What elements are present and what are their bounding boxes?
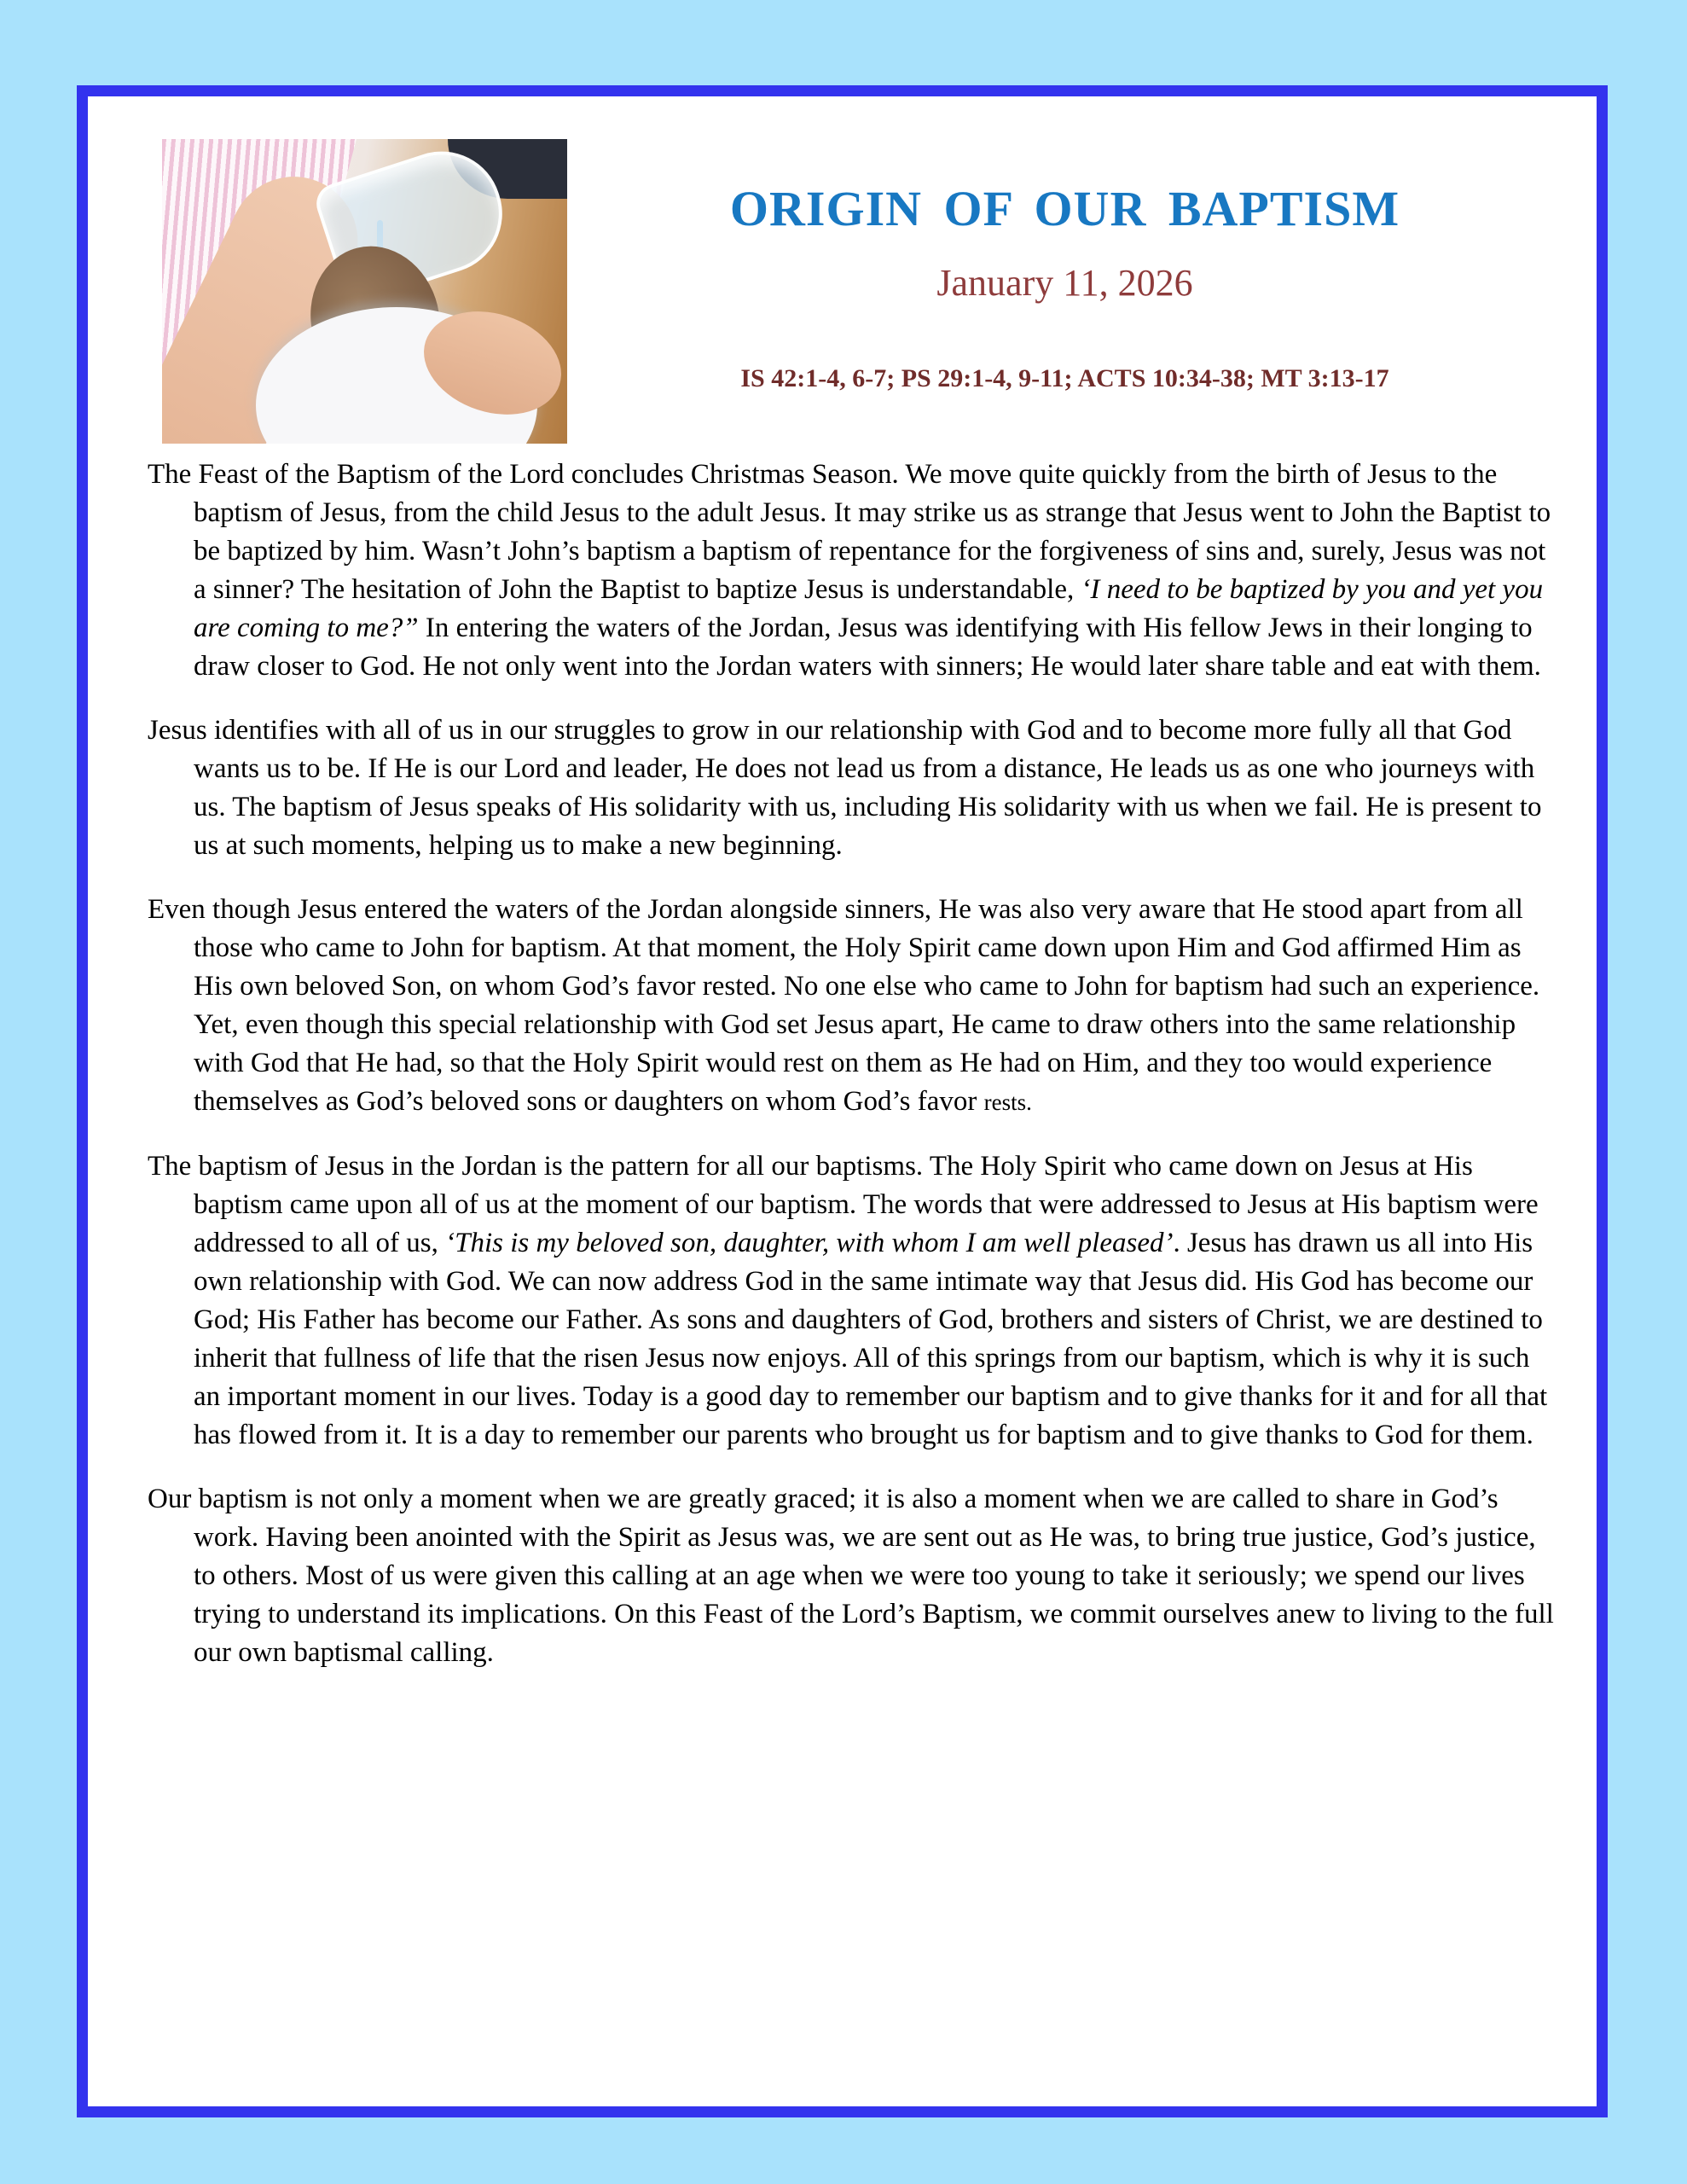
article-body [88, 444, 1597, 1672]
page-title: ORIGIN OF OUR BAPTISM [729, 181, 1400, 236]
paragraph-segment: . Jesus has drawn us all into His own relationship with God. We can now address God in the same intimate way that Jesus did. His God has become our God; His Father has become our Father. As sons and daughters of God, brothers and sisters of Christ, we are destined to inherit that fullness of life that the risen Jesus now enjoys. All of this springs from our baptism, which is why it is such an important moment in our lives. Today is a good day to remember our baptism and to give thanks for it and for all that has flowed from it. It is a day to remember our parents who brought us for baptism and to give thanks to God for them. [194, 1228, 1548, 1450]
paragraph [148, 1147, 1562, 1455]
baby-baptism-photo [162, 139, 567, 444]
paragraph-segment: Our baptism is not only a moment when we are greatly graced; it is also a moment when we are called to share in God’s work. Having been anointed with the Spirit as Jesus was, we are sent out as He was, to bring true justice, God’s justice, to others. Most of us were given this calling at an age when we were too young to take it seriously; we spend our lives trying to understand its implications. On this Feast of the Lord’s Baptism, we commit ourselves anew to living to the full our own baptismal calling. [148, 1484, 1554, 1668]
document-header [88, 96, 1597, 444]
paragraph [148, 891, 1562, 1122]
paragraph [148, 1480, 1562, 1672]
paragraph-segment: Even though Jesus entered the waters of the Jordan alongside sinners, He was also very aware that He stood apart from all those who came to John for baptism. At that moment, the Holy Spirit came down upon Him and God affirmed Him as His own beloved Son, on whom God’s favor rested. No one else who came to John for baptism had such an experience. Yet, even though this special relationship with God set Jesus apart, He came to draw others into the same relationship with God that He had, so that the Holy Spirit would rest on them as He had on Him, and they too would experience themselves as God’s beloved sons or daughters on whom God’s favor [148, 894, 1540, 1117]
paragraph [148, 456, 1562, 686]
document-frame [77, 85, 1608, 2117]
paragraph-segment: The Feast of the Baptism of the Lord concludes Christmas Season. We move quite quickly from the birth of Jesus to the baptism of Jesus, from the child Jesus to the adult Jesus. It may strike us as strange that Jesus went to John the Baptist to be baptized by him. Wasn’t John’s baptism a baptism of repentance for the forgiveness of sins and, surely, Jesus was not a sinner? The hesitation of John the Baptist to baptize Jesus is understandable, [148, 459, 1551, 605]
header-text-block [567, 139, 1562, 393]
paragraph-segment: Jesus identifies with all of us in our struggles to grow in our relationship with God and to become more fully all that God wants us to be. If He is our Lord and leader, He does not lead us from a distance, He leads us as one who journeys with us. The baptism of Jesus speaks of His solidarity with us, including His solidarity with us when we fail. He is present to us at such moments, helping us to make a new beginning. [148, 715, 1542, 861]
paragraph [148, 712, 1562, 865]
paragraph-segment: The baptism of Jesus in the Jordan is the pattern for all our baptisms. The Holy Spirit who came down on Jesus at His baptism came upon all of us at the moment of our baptism. The words that were addressed to Jesus at His baptism were addressed to all of us, [148, 1151, 1539, 1258]
date-line: January 11, 2026 [936, 262, 1193, 304]
scripture-references: IS 42:1-4, 6-7; PS 29:1-4, 9-11; ACTS 10:34-38; MT 3:13-17 [740, 364, 1389, 392]
paragraph-segment: In entering the waters of the Jordan, Jesus was identifying with His fellow Jews in their longing to draw closer to God. He not only went into the Jordan waters with sinners; He would later share table and eat with them. [194, 613, 1541, 682]
paragraph-segment: ‘This is my beloved son, daughter, with whom I am well pleased’ [445, 1228, 1174, 1258]
paragraph-segment: ‘I need to be baptized by you and yet you are coming to me?” [194, 574, 1544, 643]
paragraph-segment: rests. [983, 1089, 1032, 1115]
